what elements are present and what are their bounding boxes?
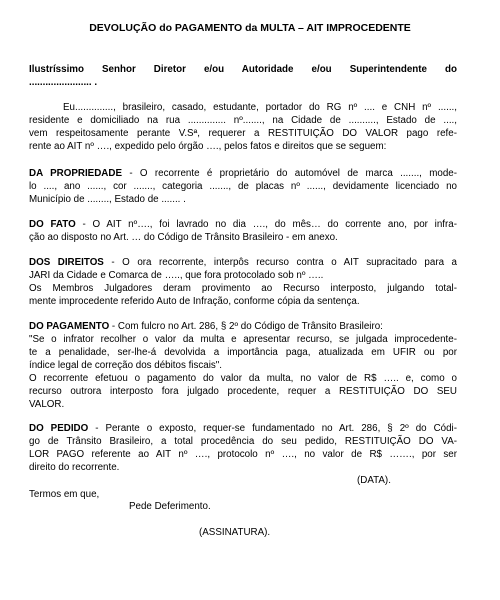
pagamento-line-1 (29, 320, 457, 333)
section-direitos (29, 256, 457, 308)
fato-line-2: ção ao disposto no Art. … do Código de Trânsito Brasileiro - em anexo. (29, 232, 338, 243)
intro-paragraph (29, 101, 457, 153)
pagamento-line-3: te a penalidade, ser-lhe-á devolvida a importância paga, atualizada em UFIR ou por (29, 347, 457, 358)
pagamento-text-1: - Com fulcro no Art. 286, § 2º do Código de Trânsito Brasileiro: (109, 321, 383, 332)
salutation (29, 63, 457, 89)
pagamento-line-7: VALOR. (29, 399, 65, 410)
section-propriedade (29, 167, 457, 206)
propriedade-line-2: lo ...., ano ......, cor ......., categoria ......., de placas nº ......, devidamente licenciado no (29, 181, 457, 192)
pedido-text-1: - Perante o exposto, requer-se fundamentado no Art. 286, § 2º do Códi- (88, 423, 457, 434)
date-text: (DATA). (357, 475, 391, 486)
pedido-line-3: LOR PAGO referente ao AIT nº …., protocolo nº …., no valor de R$ ……., por ser (29, 449, 457, 460)
fato-text-1: - O AIT nº…., foi lavrado no dia …., do mês… do corrente ano, por infra- (75, 219, 457, 230)
pedido-line-4: direito do recorrente. (29, 462, 120, 473)
direitos-line-3: Os Membros Julgadores deram provimento ao Recurso interposto, julgando total- (29, 283, 457, 294)
salutation-line-2: ....................... . (29, 77, 98, 88)
pedido-line-1 (29, 422, 457, 435)
section-fato (29, 218, 457, 244)
pagamento-line-6: recurso outrora interposto fora julgado procedente, requer a RESTITUIÇÃO DO SEU (29, 386, 457, 397)
pagamento-line-4: índice legal de correção dos débitos fiscais". (29, 360, 222, 371)
direitos-line-4: mente improcedente referido Auto de Infração, conforme cópia da sentença. (29, 296, 360, 307)
propriedade-line-1 (29, 167, 457, 180)
pagamento-line-5: O recorrente efetuou o pagamento do valor da multa, no valor de R$ ….. e, como o (29, 373, 457, 384)
closing-request-text: Pede Deferimento. (129, 501, 211, 512)
intro-line-1: Eu.............., brasileiro, casado, estudante, portador do RG nº .... e CNH nº ......, (63, 102, 457, 113)
fato-line-1 (29, 218, 457, 231)
pedido-line-2: go de Trânsito Brasileiro, a total procedência do seu pedido, RESTITUIÇÃO DO VA- (29, 436, 457, 447)
signature-text: (ASSINATURA). (199, 527, 271, 538)
direitos-text-1: - O ora recorrente, interpôs recurso contra o AIT supracitado para a (103, 257, 457, 268)
pedido-heading: DO PEDIDO (29, 423, 89, 434)
pagamento-line-2: "Se o infrator recolher o valor da multa e apresentar recurso, se julgada improcedente- (29, 334, 457, 345)
section-pagamento (29, 320, 457, 411)
propriedade-heading: DA PROPRIEDADE (29, 168, 122, 179)
signature (199, 526, 399, 539)
salutation-line-1: Ilustríssimo Senhor Diretor e/ou Autoridade e/ou Superintendente do (29, 64, 457, 75)
closing-request (129, 500, 329, 513)
intro-line-2: residente e domiciliado na rua .............. nº......., na Cidade de .........., Estado de ...., (29, 115, 457, 126)
date-line (357, 474, 457, 487)
closing-terms-text: Termos em que, (29, 489, 100, 500)
direitos-heading: DOS DIREITOS (29, 257, 104, 268)
propriedade-line-3: Município de ........, Estado de ....... . (29, 194, 186, 205)
direitos-line-1 (29, 256, 457, 269)
fato-heading: DO FATO (29, 219, 76, 230)
document-title: DEVOLUÇÃO do PAGAMENTO da MULTA – AIT IMPROCEDENTE (89, 22, 411, 34)
direitos-line-2: JARI da Cidade e Comarca de ….., que fora protocolado sob nº ….. (29, 270, 324, 281)
pagamento-heading: DO PAGAMENTO (29, 321, 110, 332)
section-pedido (29, 422, 457, 474)
intro-line-4: rente ao AIT nº …., expedido pelo órgão …., pelos fatos e direitos que se seguem: (29, 141, 387, 152)
intro-line-3: vem respeitosamente perante V.Sª, requerer a RESTITUIÇÃO DO VALOR pago refe- (29, 128, 457, 139)
propriedade-text-1: - O recorrente é proprietário do automóvel de marca ......., mode- (121, 168, 457, 179)
